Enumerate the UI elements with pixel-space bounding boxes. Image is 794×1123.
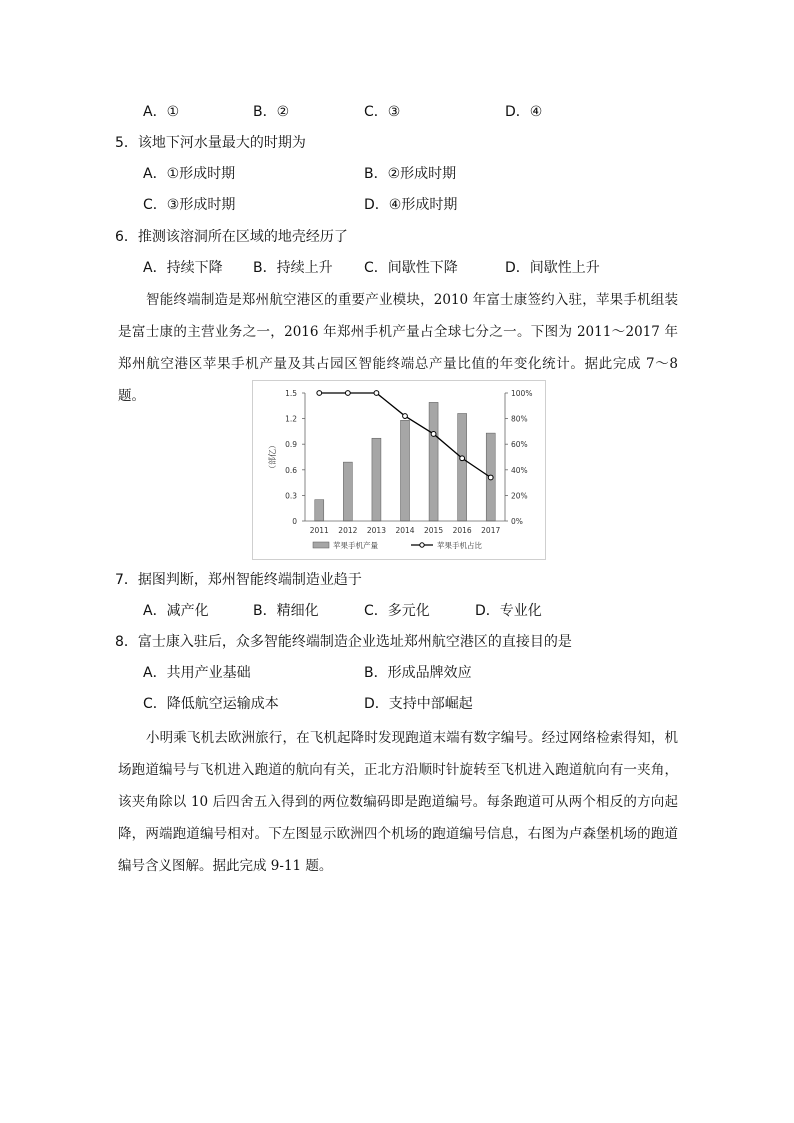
q7-option-c: C．多元化 [364,603,430,619]
q6-option-c: C．间歇性下降 [364,260,458,276]
q5-option-d: D．④形成时期 [364,197,458,213]
point-share [460,456,465,461]
y-tick-label-left: 0.6 [285,465,297,475]
x-tick-label: 2011 [309,526,329,535]
y-tick-label-left: 0.3 [285,491,297,501]
bar-production [458,413,467,521]
passage-runway [118,722,678,882]
legend-label-line: 苹果手机占比 [437,541,482,550]
bar-production [372,438,381,521]
q8-option-d: D．支持中部崛起 [364,696,473,712]
q4-option-b: B．② [253,104,290,120]
q8-option-a: A．共用产业基础 [143,665,251,681]
point-share [317,391,322,396]
bar-production [315,500,324,521]
y-tick-label-right: 40% [511,465,528,475]
q6-option-d: D．间歇性上升 [505,260,600,276]
q5-option-b: B．②形成时期 [364,166,457,182]
y-tick-label-right: 60% [511,440,528,450]
point-share [403,414,408,419]
chart-svg [253,381,545,559]
q7-option-a: A．减产化 [143,603,209,619]
y-axis-label: （部亿） [268,441,277,473]
point-share [431,432,436,437]
legend-label-bar: 苹果手机产量 [333,541,378,550]
y-tick-label-right: 0% [511,517,523,526]
passage-zhengzhou-text: 智能终端制造是郑州航空港区的重要产业模块，2010 年富士康签约入驻，苹果手机组装是富士康的主营业务之一，2016 年郑州手机产量占全球七分之一。下图为 2011～2017 年郑州航空港区苹果手机产量及其占园区智能终端总产量比值的年变化统计。据此完成 7～8 题。 [118,292,678,404]
q4-option-a: A．① [143,104,180,120]
point-share [488,475,493,480]
x-tick-label: 2014 [395,526,415,535]
point-share [345,391,350,396]
x-tick-label: 2013 [366,526,386,535]
q4-option-d: D．④ [505,104,543,120]
bar-production [429,402,438,521]
bar-production [401,420,410,521]
legend-swatch-bar [313,542,329,548]
y-tick-label-left: 1.5 [285,389,297,398]
y-tick-label-right: 100% [511,389,533,398]
bar-production [343,462,352,521]
q7-option-d: D．专业化 [475,603,542,619]
q5-stem: 5．该地下河水量最大的时期为 [115,135,306,151]
q8-option-c: C．降低航空运输成本 [143,696,279,712]
q6-stem: 6．推测该溶洞所在区域的地壳经历了 [115,229,348,245]
point-share [374,391,379,396]
q5-option-a: A．①形成时期 [143,166,236,182]
x-tick-label: 2015 [424,526,444,535]
q7-option-b: B．精细化 [253,603,319,619]
q4-option-c: C．③ [364,104,401,120]
y-tick-label-right: 20% [511,491,528,501]
y-tick-label-right: 80% [511,414,528,424]
passage-runway-text: 小明乘飞机去欧洲旅行，在飞机起降时发现跑道末端有数字编号。经过网络检索得知，机场跑道编号与飞机进入跑道的航向有关，正北方沿顺时针旋转至飞机进入跑道航向有一夹角，该夹角除以 10 后四舍五入得到的两位数编码即是跑道编号。每条跑道可从两个相反的方向起降，两端跑道编号相对。下左图显示欧洲四个机场的跑道编号信息，右图为卢森堡机场的跑道编号含义图解。据此完成 9-11 题。 [118,730,678,874]
q6-option-b: B．持续上升 [253,260,333,276]
q8-option-b: B．形成品牌效应 [364,665,472,681]
x-tick-label: 2012 [338,526,358,535]
q5-option-c: C．③形成时期 [143,197,236,213]
apple-production-chart [252,380,546,560]
q7-stem: 7．据图判断，郑州智能终端制造业趋于 [115,572,362,588]
y-tick-label-left: 0.9 [285,440,297,450]
legend-swatch-marker [420,543,424,547]
q8-stem: 8．富士康入驻后，众多智能终端制造企业选址郑州航空港区的直接目的是 [115,634,572,650]
y-tick-label-left: 0 [292,517,297,526]
y-tick-label-left: 1.2 [285,414,297,424]
x-tick-label: 2016 [452,526,472,535]
x-tick-label: 2017 [481,526,501,535]
q6-option-a: A．持续下降 [143,260,223,276]
